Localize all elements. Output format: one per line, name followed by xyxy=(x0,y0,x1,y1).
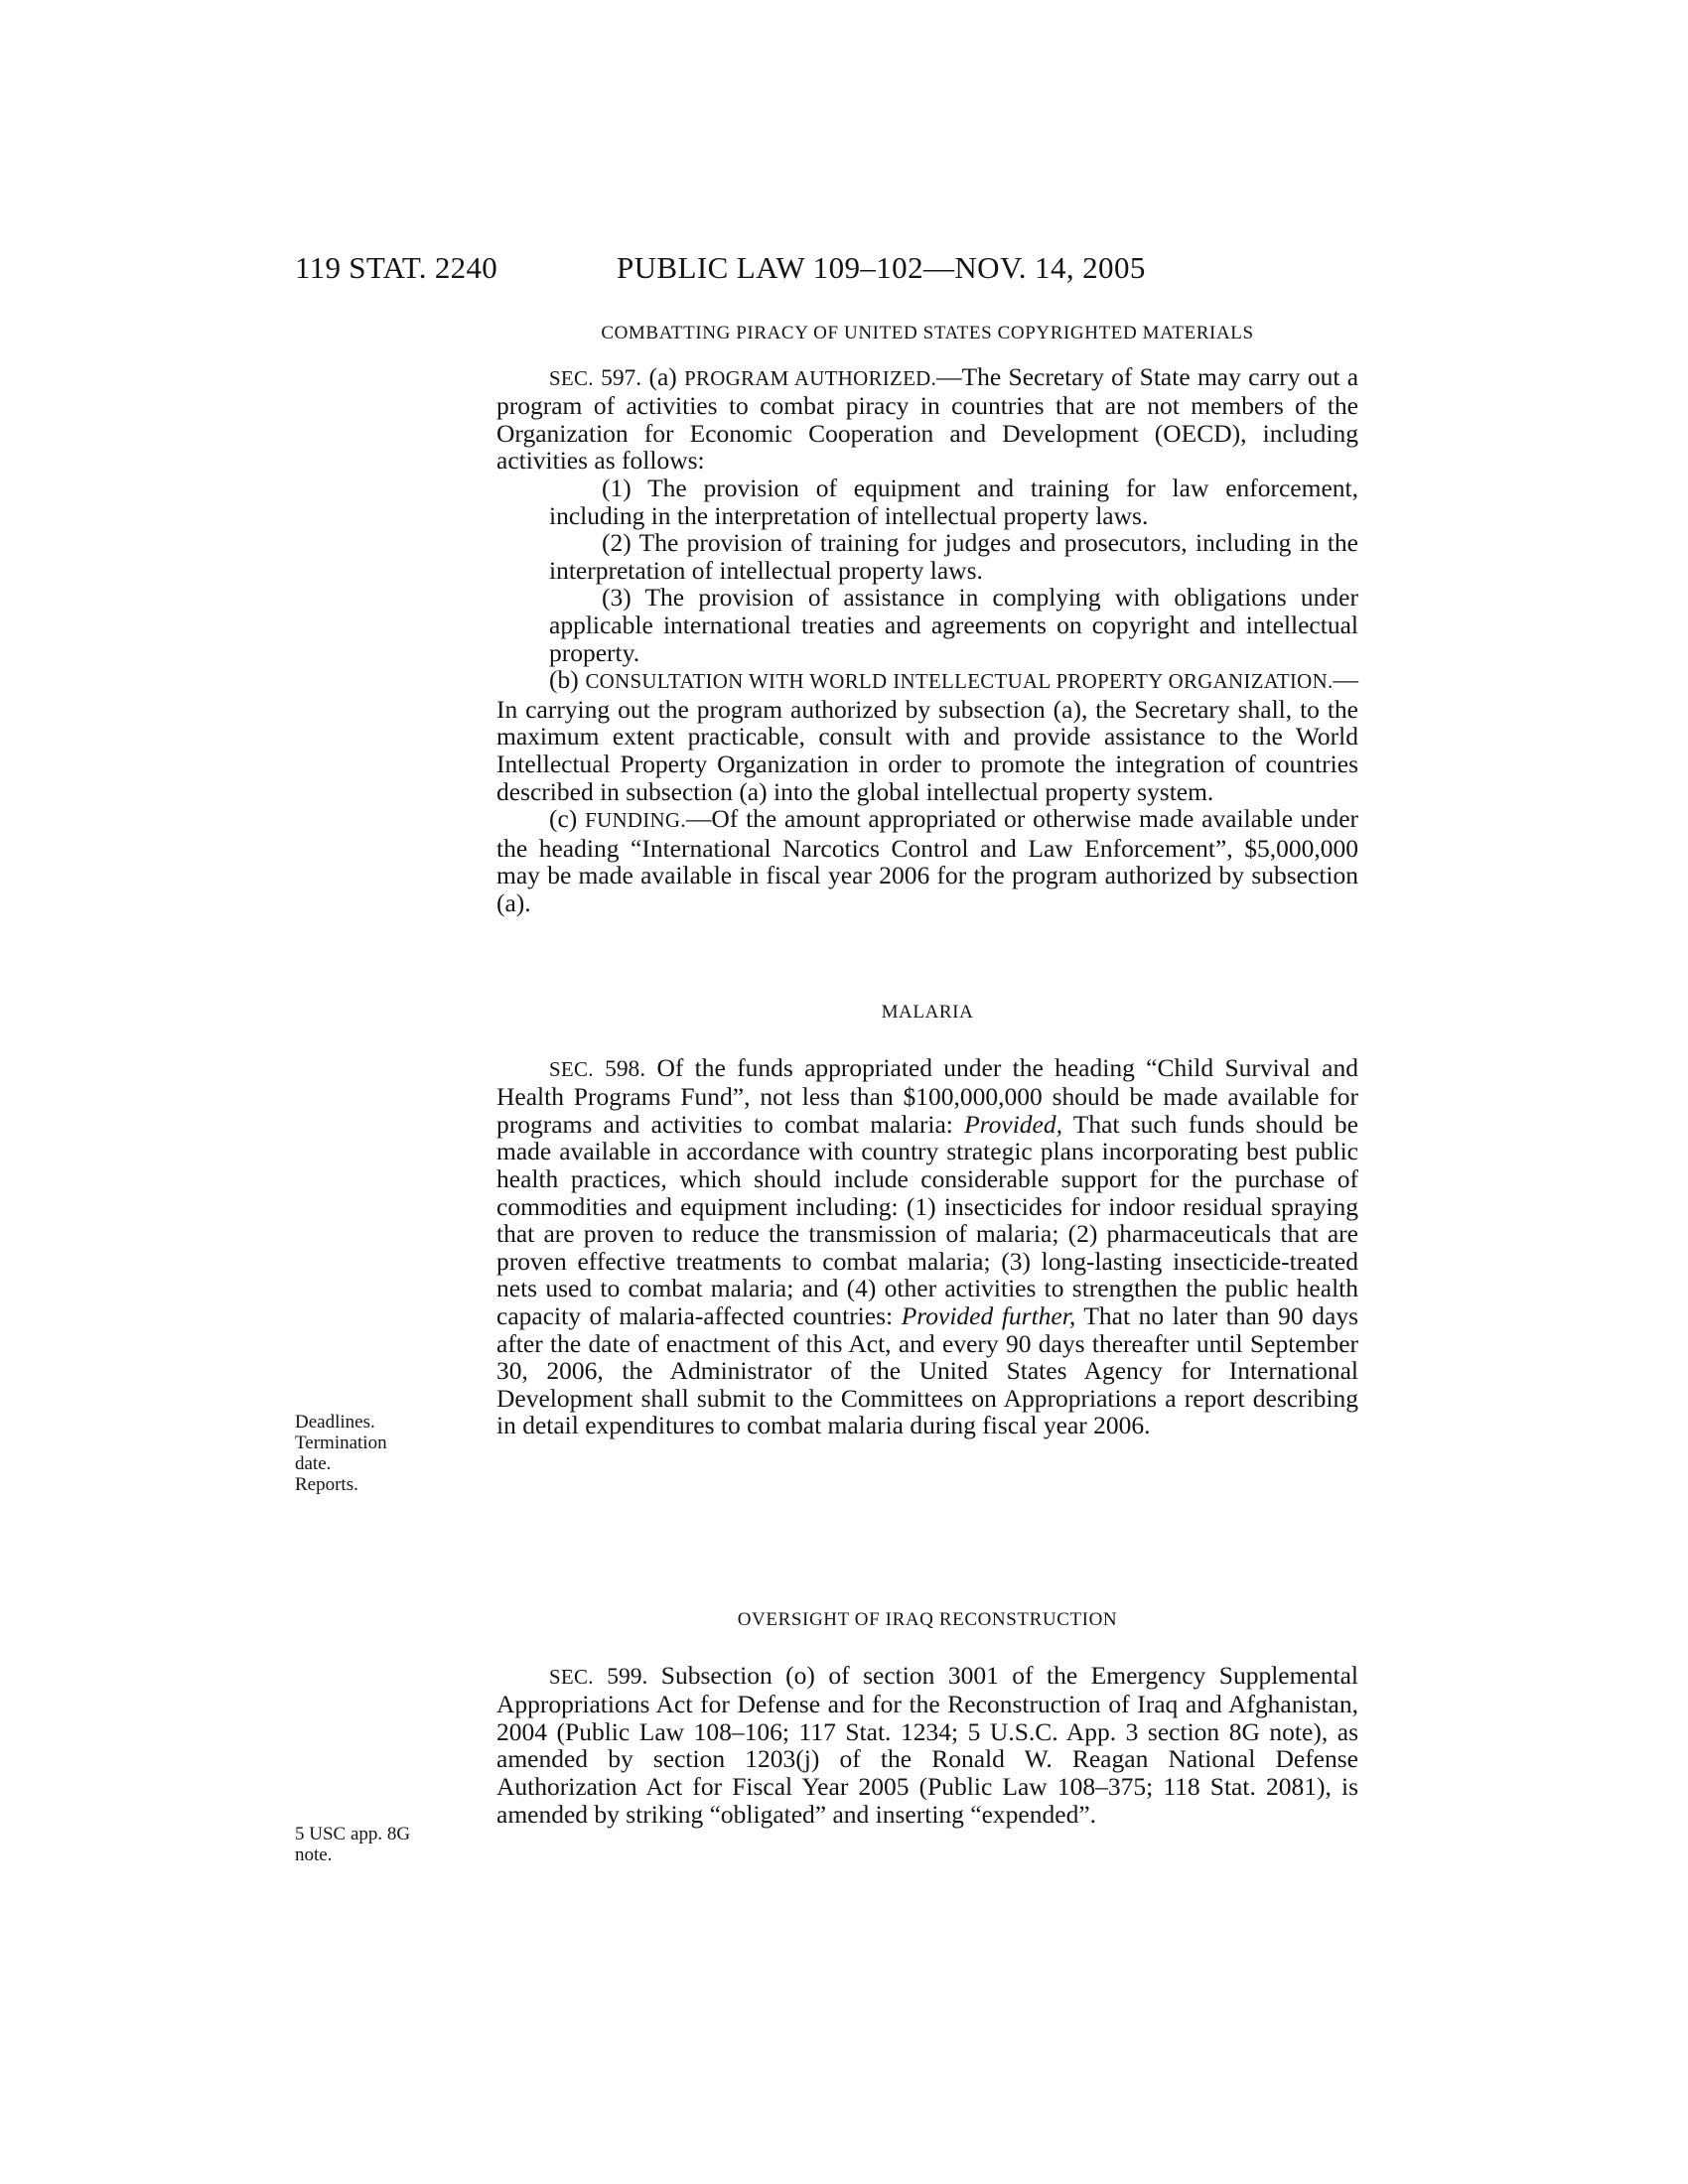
margin-note-usc xyxy=(295,1824,444,1865)
section-number: 599. xyxy=(607,1663,648,1690)
proviso: Provided, xyxy=(964,1109,1062,1139)
section-label: SEC. xyxy=(549,1664,594,1689)
margin-note-line: note. xyxy=(295,1844,333,1865)
subsection-caption: FUNDING. xyxy=(585,808,686,833)
margin-note-deadlines xyxy=(295,1412,444,1495)
margin-note-line: Reports. xyxy=(295,1474,358,1495)
margin-note-line: 5 USC app. 8G xyxy=(295,1824,411,1844)
section-label: SEC. xyxy=(549,365,594,390)
margin-note-line: Termination xyxy=(295,1433,387,1453)
subsection-caption: CONSULTATION WITH WORLD INTELLECTUAL PROPERTY ORGANIZATION. xyxy=(585,669,1334,694)
section-number: 597. xyxy=(601,364,642,391)
subsection-b xyxy=(496,666,1358,805)
body-text: That no later than 90 days after the date of enactment of this Act, and every 90 days thereafter until September 30, 2006, the Administrator of the United States Agency for International Development shall submit to the Committees on Appropriations a report describing in detail expenditures to combat malaria during fiscal year 2006. xyxy=(496,1300,1359,1440)
subsection-marker: (a) xyxy=(648,361,677,391)
subsection-c xyxy=(496,805,1358,916)
proviso: Provided further, xyxy=(901,1300,1076,1330)
subsection-text: —The Secretary of State may carry out a program of activities to combat piracy in countries that are not members of the Organization for Economic Cooperation and Development (OECD), including activities as follows: xyxy=(496,361,1359,476)
subsection-caption: PROGRAM AUTHORIZED. xyxy=(684,365,937,390)
body-text: Of the funds appropriated under the heading “Child Survival and Health Programs Fund”, not less than $100,000,000 should be made available for programs and activities to combat malaria: xyxy=(496,1052,1358,1139)
subsection-text: —Of the amount appropriated or otherwise made available under the heading “International Narcotics Control and Law Enforcement”, $5,000,000 may be made available in fiscal year 2006 for the program authorized by subsection (a). xyxy=(496,804,1359,917)
subsection-marker: (b) xyxy=(549,665,579,695)
margin-note-line: Deadlines. xyxy=(295,1412,375,1433)
section-heading: COMBATTING PIRACY OF UNITED STATES COPYRIGHTED MATERIALS xyxy=(601,323,1254,343)
subsection-marker: (c) xyxy=(549,804,578,834)
list-item: (2) The provision of training for judges and prosecutors, including in the interpretation of intellectual property laws. xyxy=(549,528,1358,585)
section-heading: OVERSIGHT OF IRAQ RECONSTRUCTION xyxy=(737,1609,1118,1630)
section-label: SEC. xyxy=(549,1056,594,1081)
body-text: That such funds should be made available in accordance with country strategic plans incorporating best public health practices, which should include considerable support for the purchase of commodities and equipment including: (1) insecticides for indoor residual spraying that are proven to reduce the transmission of malaria; (2) pharmaceuticals that are proven effective treatments to combat malaria; (3) long-lasting insecticide-treated nets used to combat malaria; and (4) other activities to strengthen the public health capacity of malaria-affected countries: xyxy=(496,1109,1358,1330)
section-599 xyxy=(496,1606,1358,1828)
section-598 xyxy=(496,999,1358,1439)
section-body xyxy=(496,1662,1358,1829)
stat-citation: 119 STAT. 2240 xyxy=(295,250,498,285)
section-number: 598. xyxy=(605,1055,646,1082)
section-597 xyxy=(496,320,1358,916)
section-body xyxy=(496,1054,1358,1439)
section-heading: MALARIA xyxy=(881,1002,974,1023)
subsection-a xyxy=(496,363,1358,475)
law-title: PUBLIC LAW 109–102—NOV. 14, 2005 xyxy=(617,250,1146,285)
list-item: (1) The provision of equipment and training for law enforcement, including in the interpretation of intellectual property laws. xyxy=(549,473,1358,530)
body-text: Subsection (o) of section 3001 of the Emergency Supplemental Appropriations Act for Defense and for the Reconstruction of Iraq and Afghanistan, 2004 (Public Law 108–106; 117 Stat. 1234; 5 U.S.C. App. 3 section 8G note), as amended by section 1203(j) of the Ronald W. Reagan National Defense Authorization Act for Fiscal Year 2005 (Public Law 108–375; 118 Stat. 2081), is amended by striking “obligated” and inserting “expended”. xyxy=(496,1660,1359,1829)
running-head xyxy=(0,250,1688,290)
subsection-text: —In carrying out the program authorized by subsection (a), the Secretary shall, to the maximum extent practicable, consult with and provide assistance to the World Intellectual Property Organization in order to promote the integration of countries described in subsection (a) into the global intellectual property system. xyxy=(496,665,1359,806)
margin-note-line: date. xyxy=(295,1453,332,1474)
list-item: (3) The provision of assistance in complying with obligations under applicable international treaties and agreements on copyright and intellectual property. xyxy=(549,583,1358,667)
